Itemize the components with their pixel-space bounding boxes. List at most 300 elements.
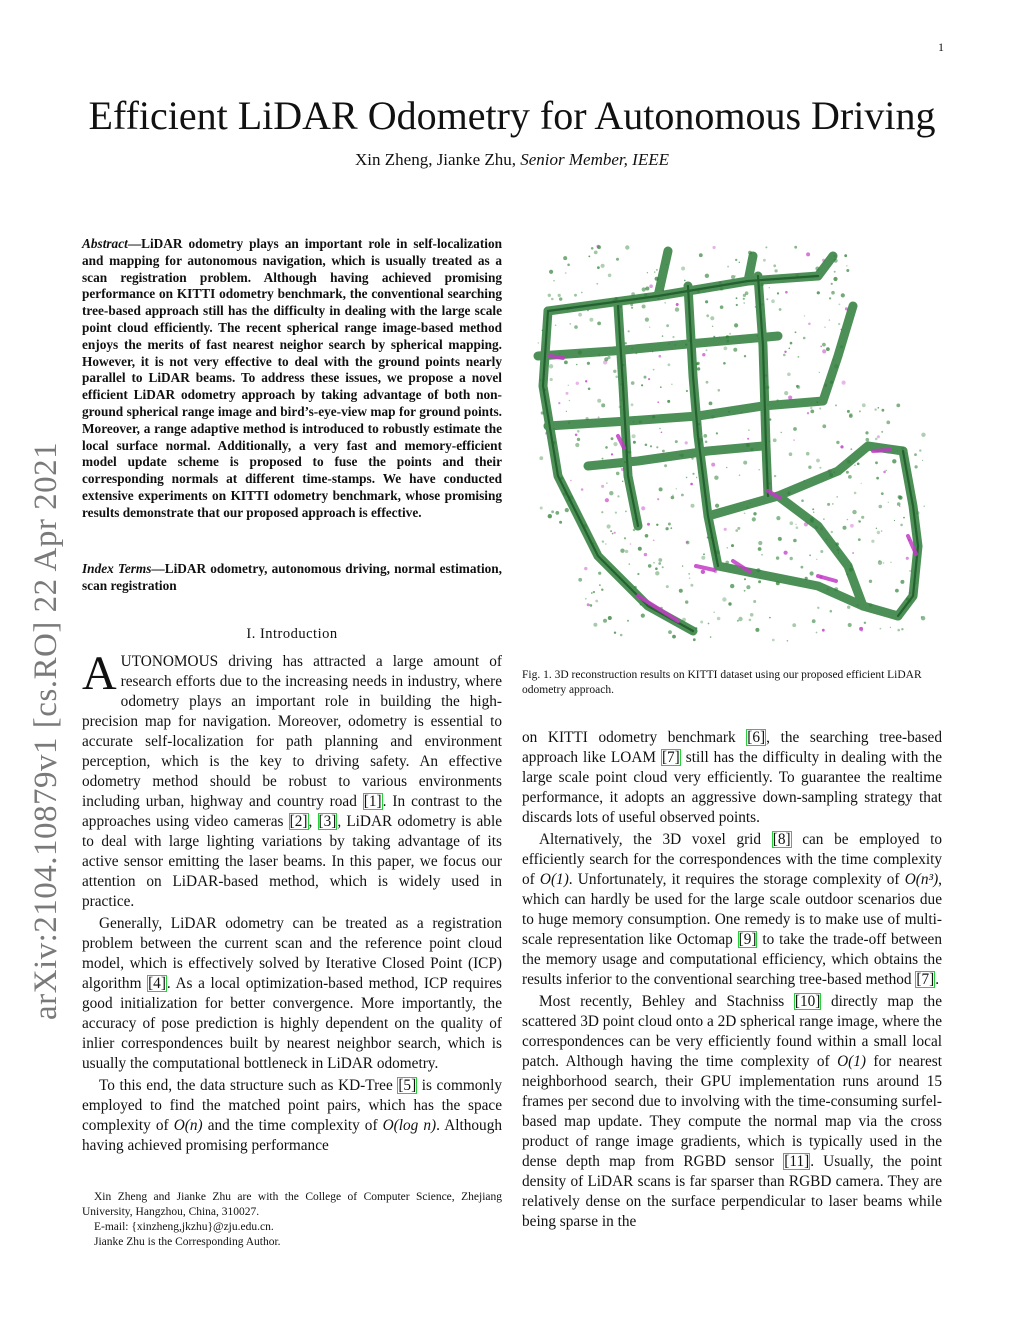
text-run: . In contrast to the approaches using video cameras bbox=[82, 793, 503, 830]
scatter-point bbox=[796, 526, 799, 529]
scatter-point bbox=[558, 402, 560, 404]
scatter-point bbox=[666, 527, 669, 530]
scatter-point bbox=[886, 421, 890, 425]
scatter-point bbox=[709, 402, 713, 406]
scatter-point bbox=[602, 540, 604, 542]
scatter-point bbox=[842, 381, 846, 385]
author-line bbox=[0, 150, 1024, 170]
scatter-point bbox=[628, 330, 630, 332]
scatter-point bbox=[689, 577, 691, 579]
citation-link[interactable]: [7] bbox=[661, 749, 680, 766]
scatter-point bbox=[735, 259, 737, 261]
scatter-point bbox=[656, 446, 658, 448]
scatter-point bbox=[679, 589, 683, 593]
scatter-point bbox=[675, 440, 678, 443]
scatter-point bbox=[808, 466, 811, 469]
scatter-point bbox=[649, 327, 650, 328]
ground-segment bbox=[818, 576, 836, 581]
text-run: can be employed to efficiently search for the correspondences with the time complexity of bbox=[522, 831, 943, 888]
scatter-point bbox=[854, 465, 855, 466]
intro-paragraph-2 bbox=[82, 914, 502, 1074]
math-expression: O(1) bbox=[837, 1053, 866, 1070]
scatter-point bbox=[551, 510, 554, 513]
scatter-point bbox=[722, 597, 726, 601]
scatter-point bbox=[564, 361, 568, 365]
text-run: directly map the scattered 3D point cloud onto a 2D spherical range image, where the correspondences can be very efficiently found within a small local patch. Although having the time complexity of bbox=[522, 993, 942, 1070]
scatter-point bbox=[667, 400, 670, 403]
scatter-point bbox=[711, 463, 715, 467]
scatter-point bbox=[585, 380, 587, 382]
scatter-point bbox=[696, 477, 697, 478]
scatter-point bbox=[812, 508, 814, 510]
scatter-point bbox=[835, 404, 837, 406]
right-paragraph-3 bbox=[522, 992, 942, 1232]
scatter-point bbox=[789, 348, 791, 350]
scatter-point bbox=[656, 524, 658, 526]
scatter-point bbox=[688, 573, 690, 575]
scatter-point bbox=[703, 434, 707, 438]
scatter-point bbox=[883, 562, 884, 563]
scatter-point bbox=[644, 376, 647, 379]
scatter-point bbox=[591, 605, 593, 607]
scatter-point bbox=[706, 314, 709, 317]
scatter-point bbox=[795, 524, 796, 525]
scatter-point bbox=[736, 304, 738, 306]
scatter-point bbox=[712, 326, 713, 327]
scatter-point bbox=[752, 517, 756, 521]
scatter-point bbox=[833, 277, 837, 281]
road-segment bbox=[588, 446, 763, 466]
scatter-point bbox=[567, 264, 570, 267]
scatter-point bbox=[718, 389, 721, 392]
scatter-point bbox=[734, 323, 738, 327]
scatter-point bbox=[610, 530, 612, 532]
scatter-point bbox=[878, 407, 880, 409]
scatter-point bbox=[599, 584, 601, 586]
scatter-point bbox=[597, 322, 601, 326]
citation-link[interactable]: [3] bbox=[318, 813, 337, 830]
citation-link[interactable]: [2] bbox=[289, 813, 308, 830]
scatter-point bbox=[827, 503, 830, 506]
scatter-point bbox=[743, 302, 745, 304]
scatter-point bbox=[793, 427, 797, 431]
scatter-point bbox=[606, 483, 607, 484]
scatter-point bbox=[686, 390, 688, 392]
scatter-point bbox=[888, 502, 889, 503]
citation-link[interactable]: [9] bbox=[738, 931, 757, 948]
scatter-point bbox=[810, 407, 812, 409]
scatter-point bbox=[766, 298, 768, 300]
scatter-point bbox=[656, 269, 658, 271]
scatter-point bbox=[771, 299, 775, 303]
scatter-point bbox=[672, 635, 676, 639]
scatter-point bbox=[844, 254, 847, 257]
scatter-point bbox=[616, 472, 620, 476]
scatter-point bbox=[879, 505, 883, 509]
author-names: Xin Zheng, Jianke Zhu, bbox=[355, 150, 521, 169]
scatter-point bbox=[539, 456, 543, 460]
scatter-point bbox=[922, 460, 923, 461]
scatter-point bbox=[785, 291, 788, 294]
scatter-point bbox=[808, 323, 811, 326]
scatter-point bbox=[836, 441, 839, 444]
scatter-point bbox=[822, 629, 825, 632]
scatter-point bbox=[858, 520, 861, 523]
figure-caption: Fig. 1. 3D reconstruction results on KITTI dataset using our proposed efficient LiDAR odometry approach. bbox=[522, 669, 922, 696]
scatter-point bbox=[769, 617, 771, 619]
scatter-point bbox=[648, 378, 650, 380]
text-run: is commonly employed to find the matched point pairs, which has the space complexity of bbox=[82, 1077, 502, 1134]
scatter-point bbox=[671, 496, 675, 500]
scatter-point bbox=[819, 372, 820, 373]
scatter-point bbox=[617, 495, 619, 497]
scatter-point bbox=[801, 566, 804, 569]
scatter-point bbox=[701, 556, 705, 560]
scatter-point bbox=[890, 562, 891, 563]
scatter-point bbox=[784, 391, 788, 395]
citation-link[interactable]: [8] bbox=[772, 831, 791, 848]
scatter-point bbox=[857, 463, 860, 466]
scatter-point bbox=[734, 275, 736, 277]
scatter-point bbox=[795, 331, 797, 333]
scatter-point bbox=[739, 262, 740, 263]
text-run: Alternatively, the 3D voxel grid bbox=[539, 831, 772, 848]
scatter-point bbox=[706, 381, 709, 384]
scatter-point bbox=[648, 564, 652, 568]
scatter-point bbox=[614, 532, 616, 534]
scatter-point bbox=[744, 513, 746, 515]
scatter-point bbox=[780, 539, 782, 541]
scatter-point bbox=[661, 432, 663, 434]
scatter-point bbox=[622, 481, 624, 483]
scatter-point bbox=[566, 411, 567, 412]
scatter-point bbox=[727, 547, 728, 548]
scatter-point bbox=[625, 511, 627, 513]
scatter-point bbox=[829, 319, 830, 320]
scatter-point bbox=[731, 275, 735, 279]
scatter-point bbox=[713, 612, 714, 613]
math-expression: O(1) bbox=[539, 871, 569, 888]
scatter-point bbox=[877, 531, 880, 534]
scatter-point bbox=[881, 492, 884, 495]
scatter-point bbox=[819, 467, 821, 469]
footnote-email: E-mail: {xinzheng,jkzhu}@zju.edu.cn. bbox=[94, 1221, 274, 1233]
scatter-point bbox=[914, 453, 917, 456]
math-expression: O(n³) bbox=[904, 871, 939, 888]
scatter-point bbox=[686, 541, 688, 543]
scatter-point bbox=[847, 410, 850, 413]
scatter-point bbox=[787, 640, 789, 642]
scatter-point bbox=[906, 557, 909, 560]
scatter-point bbox=[620, 549, 624, 553]
scatter-point bbox=[839, 304, 841, 306]
scatter-point bbox=[822, 424, 826, 428]
scatter-point bbox=[540, 507, 543, 510]
citation-link[interactable]: [7] bbox=[916, 971, 935, 988]
drop-cap: A bbox=[82, 647, 117, 700]
scatter-point bbox=[861, 516, 864, 519]
scatter-point bbox=[691, 504, 695, 508]
scatter-point bbox=[830, 610, 833, 613]
scatter-point bbox=[759, 469, 760, 470]
scatter-point bbox=[774, 475, 776, 477]
scatter-point bbox=[724, 528, 727, 531]
scatter-point bbox=[846, 269, 849, 272]
scatter-point bbox=[559, 297, 562, 300]
scatter-point bbox=[576, 364, 577, 365]
scatter-point bbox=[769, 287, 770, 288]
intro-left-column bbox=[82, 647, 503, 1158]
scatter-point bbox=[697, 367, 700, 370]
scatter-point bbox=[603, 619, 607, 623]
scatter-point bbox=[676, 488, 677, 489]
scatter-point bbox=[577, 438, 580, 441]
scatter-point bbox=[668, 363, 671, 366]
scatter-point bbox=[850, 524, 854, 528]
scatter-point bbox=[862, 403, 866, 407]
scatter-point bbox=[717, 617, 721, 621]
scatter-point bbox=[777, 292, 779, 294]
scatter-point bbox=[898, 495, 902, 499]
scatter-point bbox=[728, 602, 731, 605]
scatter-point bbox=[901, 628, 903, 630]
scatter-point bbox=[812, 619, 816, 623]
scatter-point bbox=[831, 291, 835, 295]
scatter-point bbox=[672, 336, 674, 338]
abstract bbox=[82, 236, 502, 522]
scatter-point bbox=[892, 459, 896, 463]
scatter-point bbox=[591, 592, 593, 594]
scatter-point bbox=[672, 495, 674, 497]
abstract-lead: Abstract bbox=[82, 236, 128, 251]
scatter-point bbox=[847, 519, 849, 521]
scatter-point bbox=[840, 445, 843, 448]
scatter-point bbox=[847, 606, 850, 609]
scatter-point bbox=[555, 325, 557, 327]
scatter-point bbox=[713, 246, 716, 249]
scatter-point bbox=[647, 272, 648, 273]
scatter-point bbox=[681, 494, 684, 497]
scatter-point bbox=[641, 506, 645, 510]
scatter-point bbox=[846, 471, 849, 474]
citation-link[interactable]: [1] bbox=[363, 793, 382, 810]
scatter-point bbox=[633, 441, 636, 444]
scatter-point bbox=[787, 373, 791, 377]
scatter-point bbox=[549, 364, 553, 368]
scatter-point bbox=[790, 521, 794, 525]
scatter-point bbox=[796, 385, 799, 388]
scatter-point bbox=[653, 562, 655, 564]
scatter-point bbox=[755, 628, 759, 632]
text-run: Generally, LiDAR odometry can be treated as a registration problem between the current scan and the reference point cloud model, which is effectively solved by Iterative Closed Point (ICP) algorithm bbox=[82, 915, 502, 992]
scatter-point bbox=[574, 325, 578, 329]
scatter-point bbox=[676, 303, 679, 306]
scatter-point bbox=[615, 376, 618, 379]
citation-link[interactable]: [5] bbox=[398, 1077, 417, 1094]
scatter-point bbox=[723, 362, 726, 365]
text-run: To this end, the data structure such as KD-Tree bbox=[99, 1077, 398, 1094]
author-role: Senior Member, IEEE bbox=[520, 150, 669, 169]
scatter-point bbox=[645, 318, 649, 322]
scatter-point bbox=[876, 528, 877, 529]
scatter-point bbox=[569, 400, 570, 401]
scatter-point bbox=[645, 534, 649, 538]
scatter-point bbox=[737, 527, 740, 530]
index-terms-text: —LiDAR odometry, autonomous driving, normal estimation, scan registration bbox=[82, 561, 503, 593]
scatter-point bbox=[700, 621, 703, 624]
scatter-point bbox=[589, 318, 593, 322]
scatter-point bbox=[684, 280, 686, 282]
scatter-point bbox=[658, 562, 661, 565]
scatter-point bbox=[657, 498, 659, 500]
road-network bbox=[538, 251, 918, 631]
scatter-point bbox=[838, 323, 840, 325]
citation-link[interactable]: [11] bbox=[784, 1153, 810, 1170]
scatter-point bbox=[705, 274, 709, 278]
scatter-point bbox=[595, 600, 598, 603]
scatter-point bbox=[616, 258, 619, 261]
scatter-point bbox=[781, 432, 782, 433]
scatter-point bbox=[852, 510, 856, 514]
scatter-point bbox=[614, 632, 616, 634]
scatter-point bbox=[685, 441, 688, 444]
scatter-point bbox=[744, 590, 746, 592]
scatter-point bbox=[608, 274, 612, 278]
road-segment bbox=[823, 306, 853, 401]
scatter-point bbox=[647, 523, 650, 526]
scatter-point bbox=[686, 477, 688, 479]
scatter-point bbox=[596, 283, 598, 285]
text-run: , the searching tree-based approach like LOAM bbox=[522, 729, 942, 766]
paper-title: Efficient LiDAR Odometry for Autonomous Driving bbox=[88, 93, 936, 138]
scatter-point bbox=[591, 247, 594, 250]
scatter-point bbox=[664, 464, 667, 467]
scatter-point bbox=[765, 246, 767, 248]
scatter-point bbox=[714, 476, 718, 480]
scatter-point bbox=[875, 438, 878, 441]
scatter-point bbox=[593, 623, 597, 627]
ground-segment bbox=[550, 356, 563, 358]
scatter-point bbox=[783, 354, 786, 357]
scatter-point bbox=[758, 541, 762, 545]
scatter-point bbox=[803, 337, 806, 340]
scatter-point bbox=[692, 473, 694, 475]
scatter-point bbox=[609, 491, 613, 495]
scatter-point bbox=[923, 505, 925, 507]
text-run: . Although having achieved promising performance bbox=[82, 1117, 502, 1154]
scatter-point bbox=[710, 636, 712, 638]
scatter-point bbox=[875, 461, 878, 464]
scatter-point bbox=[772, 639, 775, 642]
scatter-point bbox=[701, 570, 705, 574]
scatter-point bbox=[806, 452, 810, 456]
scatter-point bbox=[900, 524, 903, 527]
scatter-point bbox=[671, 384, 672, 385]
text-run: on KITTI odometry benchmark bbox=[522, 729, 747, 746]
scatter-point bbox=[841, 293, 845, 297]
text-run: and the time complexity of bbox=[202, 1117, 383, 1134]
scatter-point bbox=[615, 512, 617, 514]
scatter-point bbox=[877, 435, 880, 438]
math-expression: O(n) bbox=[173, 1117, 203, 1134]
scatter-point bbox=[894, 520, 895, 521]
intro-right-column bbox=[522, 728, 942, 1234]
scatter-point bbox=[637, 573, 639, 575]
scatter-point bbox=[666, 324, 669, 327]
scatter-point bbox=[644, 553, 647, 556]
scatter-point bbox=[903, 517, 905, 519]
scatter-point bbox=[861, 483, 862, 484]
scatter-point bbox=[843, 526, 847, 530]
scatter-point bbox=[784, 351, 786, 353]
scatter-point bbox=[724, 347, 728, 351]
scatter-point bbox=[601, 589, 603, 591]
scatter-point bbox=[576, 382, 579, 385]
scatter-point bbox=[823, 518, 825, 520]
scatter-point bbox=[587, 362, 590, 365]
scatter-point bbox=[605, 543, 606, 544]
scatter-point bbox=[655, 571, 659, 575]
scatter-point bbox=[594, 251, 598, 255]
scatter-point bbox=[788, 396, 792, 400]
scatter-point bbox=[733, 348, 737, 352]
scatter-point bbox=[784, 551, 788, 555]
scatter-point bbox=[662, 566, 664, 568]
scatter-point bbox=[597, 399, 601, 403]
road-segment bbox=[548, 401, 823, 426]
scatter-point bbox=[886, 470, 887, 471]
reconstruction-figure bbox=[518, 236, 944, 656]
scatter-point bbox=[597, 245, 601, 249]
scatter-point bbox=[793, 439, 794, 440]
scatter-point bbox=[832, 503, 834, 505]
road-segment bbox=[538, 336, 778, 356]
scatter-point bbox=[587, 603, 590, 606]
scatter-point bbox=[664, 302, 666, 304]
scatter-point bbox=[632, 434, 636, 438]
scatter-point bbox=[831, 283, 833, 285]
page-number: 1 bbox=[938, 40, 944, 54]
scatter-point bbox=[630, 543, 632, 545]
scatter-point bbox=[612, 533, 614, 535]
scatter-point bbox=[631, 307, 633, 309]
scatter-point bbox=[570, 480, 571, 481]
scatter-point bbox=[859, 627, 863, 631]
scatter-point bbox=[566, 392, 569, 395]
scatter-point bbox=[848, 623, 852, 627]
scatter-point bbox=[753, 600, 756, 603]
scatter-point bbox=[682, 565, 683, 566]
scatter-point bbox=[548, 294, 551, 297]
scatter-point bbox=[613, 370, 616, 373]
scatter-point bbox=[581, 292, 583, 294]
intro-paragraph-3 bbox=[82, 1076, 502, 1156]
scatter-point bbox=[846, 265, 847, 266]
scatter-point bbox=[710, 316, 714, 320]
citation-link[interactable]: [10] bbox=[794, 993, 821, 1010]
citation-link[interactable]: [4] bbox=[148, 975, 166, 992]
scatter-point bbox=[726, 467, 728, 469]
scatter-point bbox=[849, 414, 853, 418]
scatter-point bbox=[743, 298, 745, 300]
scatter-point bbox=[776, 516, 780, 520]
scatter-point bbox=[601, 511, 603, 513]
scatter-point bbox=[708, 623, 710, 625]
scatter-point bbox=[826, 347, 830, 351]
scatter-point bbox=[654, 271, 655, 272]
scatter-point bbox=[642, 305, 646, 309]
citation-link[interactable]: [6] bbox=[747, 729, 766, 746]
